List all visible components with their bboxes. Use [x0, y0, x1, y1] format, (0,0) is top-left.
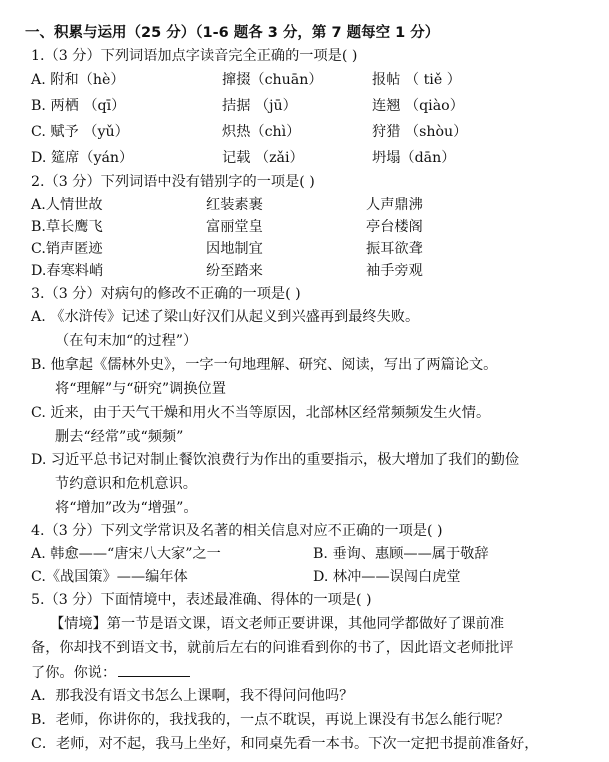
q5-option-a: A．那我没有语文书怎么上课啊，我不得问问他吗？	[31, 688, 354, 704]
q3-option-d-fix: 将“增加”改为“增强”。	[55, 500, 198, 516]
q2-option-d-col2: 纷至踏来	[206, 263, 263, 279]
q2-option-c-col2: 因地制宜	[206, 241, 263, 257]
q2-option-c-col1: C.销声匿迹	[31, 241, 103, 257]
q1-option-d-col2: 记载 （zǎi）	[222, 150, 304, 166]
q2-option-d-col1: D.春寒料峭	[31, 263, 104, 279]
q5-context-line1: 【情境】第一节是语文课，语文老师正要讲课，其他同学都做好了课前准	[50, 616, 505, 632]
q3-option-c-fix: 删去“经常”或“频频”	[55, 429, 184, 445]
q2-stem: 2.（3 分）下列词语中没有错别字的一项是( )	[31, 174, 315, 190]
q2-option-a-col2: 红装素裹	[206, 197, 263, 213]
q2-option-d-col3: 袖手旁观	[366, 263, 423, 279]
q5-context-line3	[31, 662, 190, 683]
q5-option-c: C．老师，对不起，我马上坐好，和同桌先看一本书。下次一定把书提前准备好，	[31, 736, 539, 752]
q4-option-d: D. 林冲——误闯白虎堂	[313, 569, 461, 585]
q1-option-b-col2: 拮据 （jū）	[222, 98, 297, 114]
answer-blank[interactable]	[118, 662, 190, 677]
q2-option-a-col1: A.人情世故	[31, 197, 103, 213]
q5-context-line2: 备，你却找不到语文书，就前后左右的问谁看到你的书了，因此语文老师批评	[31, 640, 514, 656]
q4-stem: 4.（3 分）下列文学常识及名著的相关信息对应不正确的一项是( )	[31, 523, 443, 539]
q2-option-c-col3: 振耳欲聋	[366, 241, 423, 257]
q1-option-a-col1: A. 附和（hè）	[31, 72, 125, 88]
q1-option-b-col1: B. 两栖 （qī）	[31, 98, 126, 114]
section-title: 一、积累与运用（25 分）（1-6 题各 3 分，第 7 题每空 1 分）	[25, 25, 440, 41]
q1-option-d-col3: 坍塌（dān）	[372, 150, 456, 166]
q3-option-a: A. 《水浒传》记述了梁山好汉们从起义到兴盛再到最终失败。	[31, 309, 420, 325]
q4-option-a: A. 韩愈——“唐宋八大家”之一	[31, 546, 221, 562]
q4-option-c: C.《战国策》——编年体	[31, 569, 188, 585]
q2-option-b-col1: B.草长鹰飞	[31, 219, 103, 235]
q3-option-b: B. 他拿起《儒林外史》，一字一句地理解、研究、阅读，写出了两篇论文。	[31, 357, 498, 373]
q1-option-a-col2: 撺掇（chuān）	[222, 72, 323, 88]
q4-option-b: B. 垂询、惠顾——属于敬辞	[313, 546, 489, 562]
q2-option-b-col3: 亭台楼阁	[366, 219, 423, 235]
q1-option-b-col3: 连翘 （qiào）	[372, 98, 464, 114]
q5-option-b: B．老师，你讲你的，我找我的，一点不耽误，再说上课没有书怎么能行呢？	[31, 712, 510, 728]
q1-option-c-col1: C. 赋予 （yǔ）	[31, 124, 129, 140]
q2-option-b-col2: 富丽堂皇	[206, 219, 263, 235]
q2-option-a-col3: 人声鼎沸	[366, 197, 423, 213]
q3-stem: 3.（3 分）对病句的修改不正确的一项是( )	[31, 286, 301, 302]
q3-option-b-fix: 将“理解”与“研究”调换位置	[55, 381, 226, 397]
q3-option-d-cont: 节约意识和危机意识。	[55, 476, 197, 492]
q1-stem: 1.（3 分）下列词语加点字读音完全正确的一项是( )	[31, 48, 358, 64]
q1-option-a-col3: 报帖 （ tiě ）	[372, 72, 461, 88]
q1-option-c-col3: 狩猎 （shòu）	[372, 124, 468, 140]
q3-option-c: C. 近来，由于天气干燥和用火不当等原因，北部林区经常频频发生火情。	[31, 405, 491, 421]
q3-option-a-fix: （在句末加“的过程”）	[55, 333, 198, 349]
q5-stem: 5.（3 分）下面情境中，表述最准确、得体的一项是( )	[31, 592, 372, 608]
q5-context-text: 了你。你说：	[31, 665, 117, 681]
q1-option-c-col2: 炽热（chì）	[222, 124, 301, 140]
q3-option-d: D. 习近平总书记对制止餐饮浪费行为作出的重要指示，极大增加了我们的勤俭	[31, 452, 520, 468]
q1-option-d-col1: D. 筵席（yán）	[31, 150, 134, 166]
